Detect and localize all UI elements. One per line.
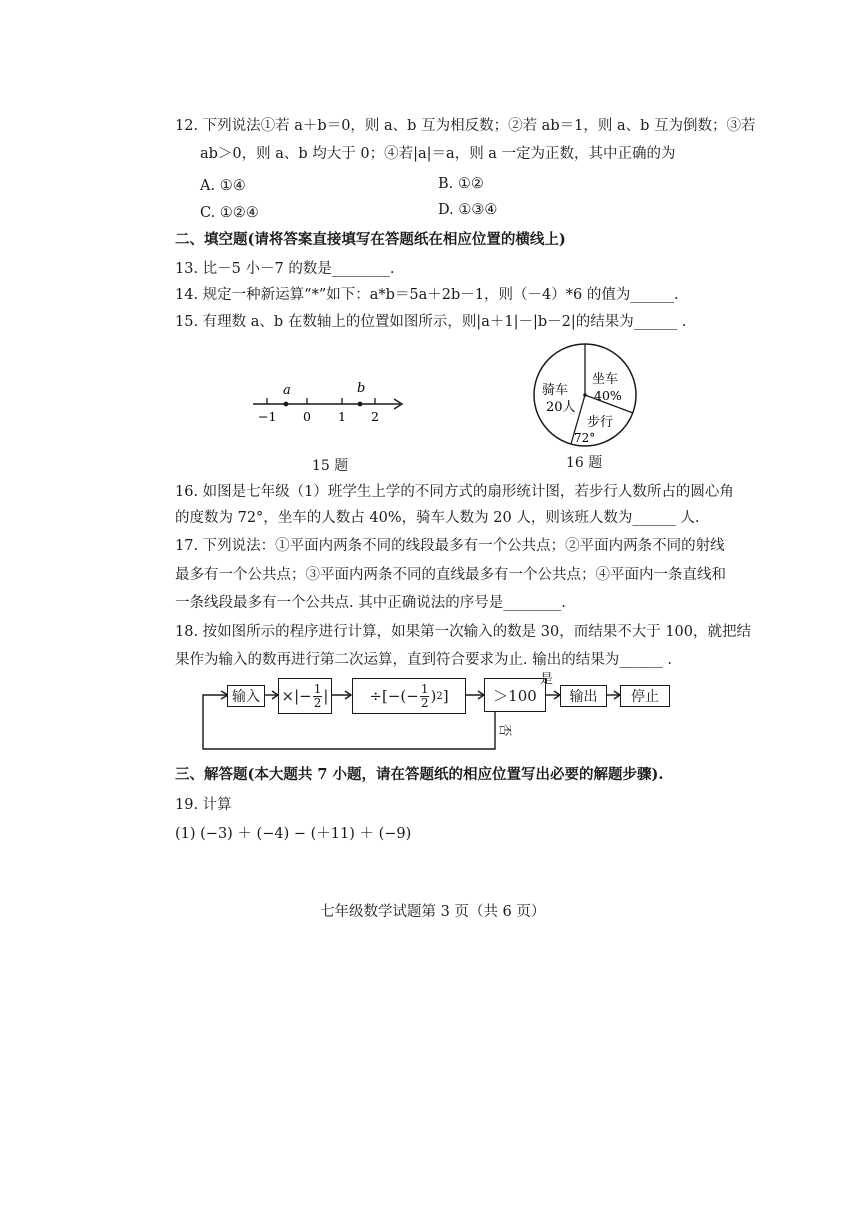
q13: 13. 比－5 小－7 的数是________.	[175, 261, 395, 277]
flow-step2-prefix: ÷[−(−	[369, 687, 419, 705]
flow-step1-abs-close: |	[323, 687, 329, 705]
point-a-dot	[284, 402, 289, 407]
point-b-label: b	[357, 381, 366, 396]
tick-label-1: 1	[338, 409, 346, 424]
flow-input-box	[227, 685, 265, 707]
pie-segment-ride-label: 骑车	[542, 383, 569, 398]
flow-step2-frac-num: 1	[420, 681, 429, 696]
flow-step2-fraction	[420, 683, 430, 710]
tick-label-0: 0	[303, 409, 311, 424]
q14: 14. 规定一种新运算“*”如下：a*b＝5a＋2b－1，则（－4）*6 的值为______.	[175, 287, 679, 303]
flow-compare-box	[484, 678, 546, 712]
page-footer: 七年级数学试题第 3 页（共 6 页）	[320, 904, 546, 920]
section2-title: 二、填空题(请将答案直接填写在答题纸在相应位置的横线上)	[175, 231, 566, 248]
pie-segment-bus-label: 坐车	[592, 372, 619, 387]
flow-step1-frac-den: 2	[313, 695, 322, 710]
q17-line3: 一条线段最多有一个公共点. 其中正确说法的序号是________.	[175, 595, 566, 611]
q16-line1: 16. 如图是七年级（1）班学生上学的不同方式的扇形统计图，若步行人数所占的圆心角	[175, 484, 734, 500]
flow-step2-frac-den: 2	[420, 695, 429, 710]
q19-title: 19. 计算	[175, 797, 232, 813]
q12-line1: 12. 下列说法①若 a＋b＝0，则 a、b 互为相反数；②若 ab＝1，则 a、b 互为倒数；③若	[175, 118, 756, 134]
flow-step1-fraction	[313, 683, 323, 710]
point-b-dot	[358, 402, 363, 407]
flow-stop-label: 停止	[631, 689, 659, 705]
q12-option-d: D. ①③④	[438, 202, 498, 218]
flow-step1-prefix: ×|−	[281, 687, 312, 705]
q12-option-a: A. ①④	[200, 178, 246, 194]
pie-chart-figure	[530, 338, 660, 453]
point-a-label: a	[283, 383, 291, 398]
flow-step2-exponent: 2	[436, 690, 443, 702]
flow-step1-frac-num: 1	[313, 681, 322, 696]
flow-step2-box	[352, 678, 466, 714]
q16-line2: 的度数为 72°，坐车的人数占 40%，骑车人数为 20 人，则该班人数为______ 人.	[175, 510, 700, 526]
number-line-figure	[245, 380, 415, 430]
pie-center	[583, 393, 587, 397]
q12-option-b: B. ①②	[438, 176, 484, 192]
q15: 15. 有理数 a、b 在数轴上的位置如图所示，则|a＋1|－|b－2|的结果为______ .	[175, 314, 687, 330]
flow-compare-label: ＞100	[493, 686, 537, 705]
pie-segment-walk-label: 步行	[587, 415, 614, 430]
flow-step2-close: ]	[442, 687, 449, 705]
flow-step2-suffix: )	[430, 687, 437, 705]
section3-title: 三、解答题(本大题共 7 小题，请在答题纸的相应位置写出必要的解题步骤).	[175, 766, 664, 783]
flow-stop-box	[620, 685, 670, 707]
pie-caption: 16 题	[566, 455, 603, 471]
q18-line2: 果作为输入的数再进行第二次运算，直到符合要求为止. 输出的结果为______ .	[175, 652, 672, 668]
q17-line1: 17. 下列说法：①平面内两条不同的线段最多有一个公共点；②平面内两条不同的射线	[175, 538, 725, 554]
flow-yes-label: 是	[540, 672, 554, 687]
flow-input-label: 输入	[232, 689, 260, 705]
tick-label-2: 2	[371, 409, 379, 424]
q19-part1: (1) (−3) ＋ (−4) − (＋11) ＋ (−9)	[175, 826, 412, 842]
tick-label--1: −1	[258, 409, 277, 424]
number-line-caption: 15 题	[312, 458, 349, 474]
flow-no-label: 否	[496, 723, 512, 737]
pie-segment-bus-value: 40%	[594, 388, 622, 403]
flow-step1-box	[278, 678, 332, 714]
q17-line2: 最多有一个公共点；③平面内两条不同的直线最多有一个公共点；④平面内一条直线和	[175, 567, 726, 583]
q12-line2: ab＞0，则 a、b 均大于 0；④若|a|＝a，则 a 一定为正数，其中正确的为	[200, 146, 676, 162]
q18-line1: 18. 按如图所示的程序进行计算，如果第一次输入的数是 30，而结果不大于 100，就把结	[175, 624, 752, 640]
pie-segment-ride-value: 20人	[546, 400, 576, 415]
flow-output-box	[560, 685, 607, 707]
flow-output-label: 输出	[569, 689, 598, 705]
pie-segment-walk-value: 72°	[574, 431, 596, 445]
q12-option-c: C. ①②④	[200, 205, 259, 221]
